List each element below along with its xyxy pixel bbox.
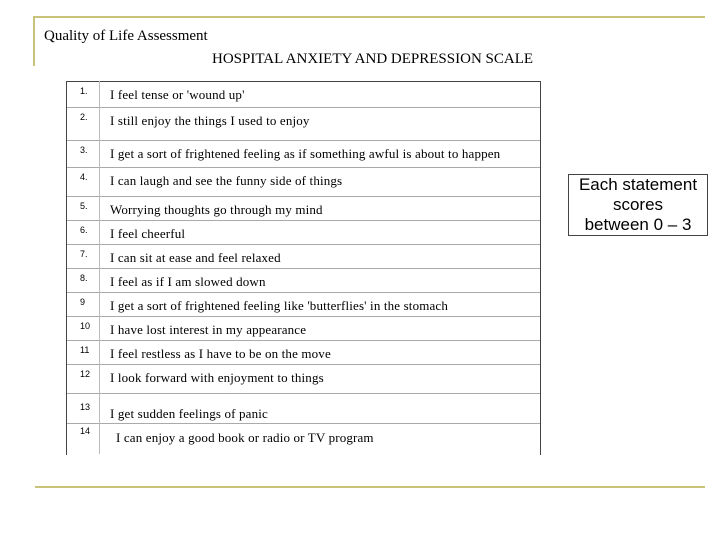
item-statement: I still enjoy the things I used to enjoy: [110, 113, 310, 128]
item-statement: I feel tense or 'wound up': [110, 87, 245, 102]
bottom-rule: [35, 486, 705, 488]
scale-title: HOSPITAL ANXIETY AND DEPRESSION SCALE: [212, 51, 534, 67]
scoring-note-line-3: between 0 – 3: [584, 215, 692, 234]
item-number: 5.: [80, 201, 88, 211]
item-statement: I feel cheerful: [110, 226, 186, 241]
item-statement: I can enjoy a good book or radio or TV program: [116, 430, 374, 445]
scoring-note-line-1: Each statement: [578, 175, 698, 194]
table-row: [67, 141, 540, 168]
item-number: 9: [80, 297, 86, 307]
table-row: [67, 221, 540, 245]
table-row: [67, 168, 540, 197]
item-statement: I have lost interest in my appearance: [110, 322, 307, 337]
item-number: 12: [80, 369, 91, 379]
table-row: [67, 317, 540, 341]
scoring-note: [568, 174, 708, 236]
item-number: 8.: [80, 273, 88, 283]
item-number: 1.: [80, 86, 88, 96]
page-title: Quality of Life Assessment: [44, 28, 208, 44]
table-row: [67, 394, 540, 424]
item-statement: I get a sort of frightened feeling as if something awful is about to happen: [110, 146, 501, 161]
item-number: 6.: [80, 225, 88, 235]
table-row: [67, 293, 540, 317]
table-row: [67, 82, 540, 108]
item-number: 7.: [80, 249, 88, 259]
item-number: 14: [80, 426, 91, 436]
item-statement: I get a sort of frightened feeling like 'butterflies' in the stomach: [110, 298, 448, 313]
questionnaire-table: [66, 81, 541, 455]
item-number: 2.: [80, 112, 88, 122]
item-statement: I can sit at ease and feel relaxed: [110, 250, 281, 265]
table-row: [67, 197, 540, 221]
item-statement: I feel restless as I have to be on the move: [110, 346, 331, 361]
table-row: [67, 269, 540, 293]
item-statement: I get sudden feelings of panic: [110, 406, 268, 421]
table-row: [67, 108, 540, 141]
top-rule: [35, 16, 705, 18]
item-statement: I look forward with enjoyment to things: [110, 370, 324, 385]
table-row: [67, 365, 540, 394]
item-statement: I can laugh and see the funny side of things: [110, 173, 343, 188]
table-row: [67, 245, 540, 269]
item-number: 13: [80, 402, 91, 412]
table-row: [67, 424, 540, 455]
item-number: 11: [80, 345, 90, 355]
left-rule: [33, 16, 35, 66]
item-statement: Worrying thoughts go through my mind: [110, 202, 323, 217]
item-number: 4.: [80, 172, 88, 182]
item-statement: I feel as if I am slowed down: [110, 274, 266, 289]
scoring-note-line-2: scores: [612, 195, 664, 214]
item-number: 3.: [80, 145, 88, 155]
table-row: [67, 341, 540, 365]
item-number: 10: [80, 321, 91, 331]
column-divider: [99, 81, 100, 454]
